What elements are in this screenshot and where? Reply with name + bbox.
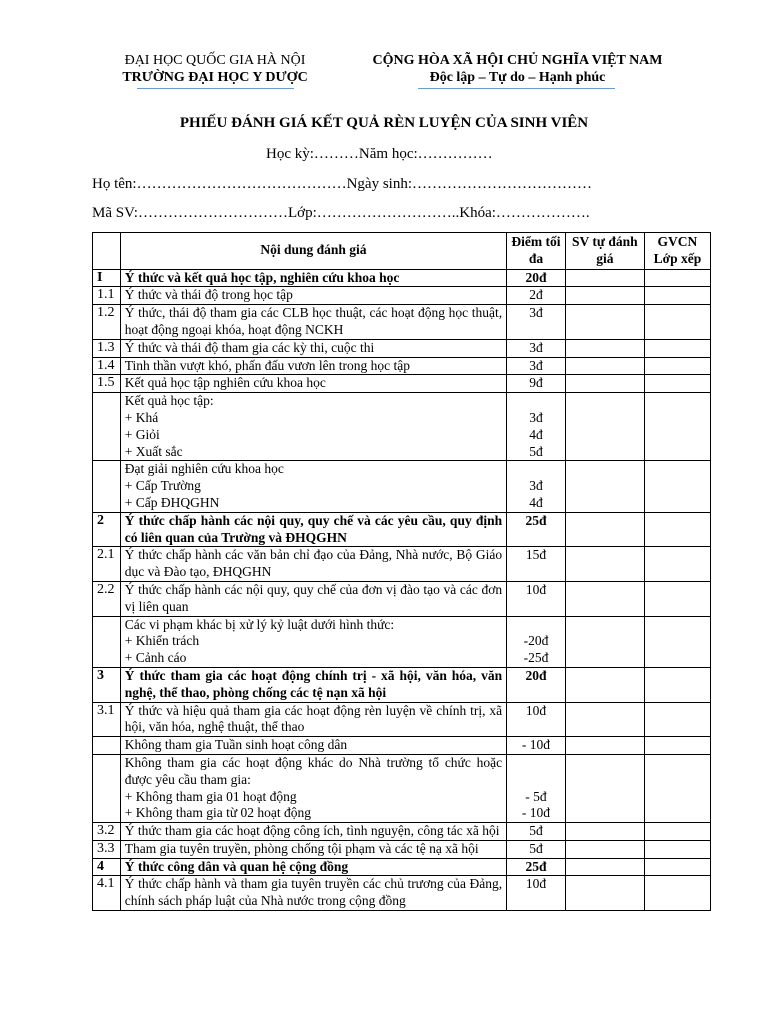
item-max-score: 20đ — [507, 269, 566, 287]
item-max-score: 5đ — [507, 823, 566, 841]
advisor-score-cell[interactable] — [644, 305, 710, 340]
item-content: Không tham gia Tuần sinh hoạt công dân — [120, 737, 506, 755]
item-content: Ý thức chấp hành các nội quy, quy chế và các yêu cầu, quy định có liên quan của Trường và ĐHQGHN — [120, 512, 506, 547]
item-content: Kết quả học tập nghiên cứu khoa học — [120, 375, 506, 393]
self-score-cell[interactable] — [565, 269, 644, 287]
university-header — [95, 52, 335, 86]
advisor-score-cell[interactable] — [644, 754, 710, 822]
advisor-score-cell[interactable] — [644, 823, 710, 841]
name-dob-field[interactable]: Họ tên:……………………………………Ngày sinh:……………………………… — [92, 176, 592, 192]
item-number: 3.3 — [93, 840, 121, 858]
item-content: Ý thức và thái độ trong học tập — [120, 287, 506, 305]
advisor-score-cell[interactable] — [644, 357, 710, 375]
item-number: 1.2 — [93, 305, 121, 340]
item-content: Đạt giải nghiên cứu khoa học + Cấp Trường + Cấp ĐHQGHN — [120, 461, 506, 512]
item-content: Ý thức và thái độ tham gia các kỳ thi, cuộc thi — [120, 339, 506, 357]
advisor-score-cell[interactable] — [644, 461, 710, 512]
table-row — [93, 461, 711, 512]
motto-underline — [418, 88, 615, 89]
item-content: Không tham gia các hoạt động khác do Nhà trường tổ chức hoặc được yêu cầu tham gia: + Không tham gia 01 hoạt động + Không tham gia từ 02 hoạt động — [120, 754, 506, 822]
header-advisor-score: GVCN Lớp xếp — [644, 233, 710, 270]
self-score-cell[interactable] — [565, 287, 644, 305]
item-max-score: 10đ — [507, 581, 566, 616]
item-number — [93, 393, 121, 461]
self-score-cell[interactable] — [565, 512, 644, 547]
header-max-score: Điểm tối đa — [507, 233, 566, 270]
self-score-cell[interactable] — [565, 823, 644, 841]
item-content: Ý thức và hiệu quả tham gia các hoạt động rèn luyện về chính trị, xã hội, văn hóa, nghệ thuật, thể thao — [120, 702, 506, 737]
advisor-score-cell[interactable] — [644, 547, 710, 582]
self-score-cell[interactable] — [565, 667, 644, 702]
advisor-score-cell[interactable] — [644, 737, 710, 755]
advisor-score-cell[interactable] — [644, 393, 710, 461]
item-max-score: 9đ — [507, 375, 566, 393]
self-score-cell[interactable] — [565, 339, 644, 357]
item-max-score: -20đ -25đ — [507, 616, 566, 667]
table-row — [93, 702, 711, 737]
self-score-cell[interactable] — [565, 616, 644, 667]
item-content: Kết quả học tập: + Khá + Giỏi + Xuất sắc — [120, 393, 506, 461]
self-score-cell[interactable] — [565, 754, 644, 822]
item-number: 1.1 — [93, 287, 121, 305]
item-content: Ý thức tham gia các hoạt động chính trị - xã hội, văn hóa, văn nghệ, thể thao, phòng chống các tệ nạn xã hội — [120, 667, 506, 702]
table-row — [93, 357, 711, 375]
student-id-class-field[interactable]: Mã SV:…………………………Lớp:………………………..Khóa:………………. — [92, 205, 590, 221]
national-header — [345, 52, 690, 86]
item-content: Tinh thần vượt khó, phấn đấu vươn lên trong học tập — [120, 357, 506, 375]
advisor-score-cell[interactable] — [644, 287, 710, 305]
item-content: Các vi phạm khác bị xử lý kỷ luật dưới hình thức: + Khiển trách + Cảnh cáo — [120, 616, 506, 667]
table-row — [93, 375, 711, 393]
table-row — [93, 737, 711, 755]
advisor-score-cell[interactable] — [644, 269, 710, 287]
self-score-cell[interactable] — [565, 375, 644, 393]
header-no — [93, 233, 121, 270]
item-max-score: 25đ — [507, 512, 566, 547]
item-content: Ý thức, thái độ tham gia các CLB học thuật, các hoạt động học thuật, hoạt động ngoại khóa, hoạt động NCKH — [120, 305, 506, 340]
table-row — [93, 512, 711, 547]
self-score-cell[interactable] — [565, 876, 644, 911]
school-underline — [137, 88, 294, 89]
table-row — [93, 754, 711, 822]
self-score-cell[interactable] — [565, 547, 644, 582]
item-number: 4.1 — [93, 876, 121, 911]
item-number: 3 — [93, 667, 121, 702]
item-max-score: 10đ — [507, 702, 566, 737]
form-title: PHIẾU ĐÁNH GIÁ KẾT QUẢ RÈN LUYỆN CỦA SINH VIÊN — [179, 115, 589, 131]
advisor-score-cell[interactable] — [644, 667, 710, 702]
self-score-cell[interactable] — [565, 461, 644, 512]
item-content: Ý thức chấp hành và tham gia tuyên truyền các chủ trương của Đảng, chính sách pháp luật của Nhà nước trong cộng đồng — [120, 876, 506, 911]
table-row — [93, 667, 711, 702]
item-content: Ý thức công dân và quan hệ cộng đồng — [120, 858, 506, 876]
item-max-score: 3đ — [507, 357, 566, 375]
item-number: 3.1 — [93, 702, 121, 737]
item-max-score: 3đ 4đ 5đ — [507, 393, 566, 461]
item-content: Ý thức và kết quả học tập, nghiên cứu khoa học — [120, 269, 506, 287]
item-number — [93, 461, 121, 512]
advisor-score-cell[interactable] — [644, 339, 710, 357]
item-max-score: 15đ — [507, 547, 566, 582]
table-row — [93, 823, 711, 841]
table-row — [93, 393, 711, 461]
advisor-score-cell[interactable] — [644, 858, 710, 876]
self-score-cell[interactable] — [565, 858, 644, 876]
item-max-score: - 10đ — [507, 737, 566, 755]
self-score-cell[interactable] — [565, 357, 644, 375]
item-number: 2.2 — [93, 581, 121, 616]
item-max-score: 25đ — [507, 858, 566, 876]
advisor-score-cell[interactable] — [644, 876, 710, 911]
table-row — [93, 269, 711, 287]
item-number — [93, 616, 121, 667]
university-name: ĐẠI HỌC QUỐC GIA HÀ NỘI — [124, 53, 306, 68]
country-name: CỘNG HÒA XÃ HỘI CHỦ NGHĨA VIỆT NAM — [372, 53, 663, 68]
item-max-score: 5đ — [507, 840, 566, 858]
item-content: Tham gia tuyên truyền, phòng chống tội phạm và các tệ nạ xã hội — [120, 840, 506, 858]
header-content: Nội dung đánh giá — [120, 233, 506, 270]
semester-field[interactable]: Học kỳ:………Năm học:…………… — [266, 146, 493, 162]
table-row — [93, 339, 711, 357]
table-row — [93, 876, 711, 911]
table-row — [93, 287, 711, 305]
advisor-score-cell[interactable] — [644, 512, 710, 547]
header-self-score: SV tự đánh giá — [565, 233, 644, 270]
self-score-cell[interactable] — [565, 581, 644, 616]
table-row — [93, 581, 711, 616]
item-content: Ý thức tham gia các hoạt động công ích, tình nguyện, công tác xã hội — [120, 823, 506, 841]
item-number — [93, 737, 121, 755]
item-content: Ý thức chấp hành các nội quy, quy chế của đơn vị đào tạo và các đơn vị liên quan — [120, 581, 506, 616]
item-number: 1.3 — [93, 339, 121, 357]
national-motto: Độc lập – Tự do – Hạnh phúc — [429, 70, 606, 85]
advisor-score-cell[interactable] — [644, 702, 710, 737]
advisor-score-cell[interactable] — [644, 581, 710, 616]
advisor-score-cell[interactable] — [644, 840, 710, 858]
advisor-score-cell[interactable] — [644, 375, 710, 393]
item-max-score: 2đ — [507, 287, 566, 305]
item-max-score: 3đ — [507, 305, 566, 340]
table-header-row — [93, 233, 711, 270]
table-row — [93, 858, 711, 876]
item-number: 3.2 — [93, 823, 121, 841]
item-number: 2 — [93, 512, 121, 547]
table-row — [93, 616, 711, 667]
table-row — [93, 547, 711, 582]
table-row — [93, 840, 711, 858]
self-score-cell[interactable] — [565, 737, 644, 755]
item-max-score: 20đ — [507, 667, 566, 702]
item-max-score: 3đ 4đ — [507, 461, 566, 512]
self-score-cell[interactable] — [565, 840, 644, 858]
advisor-score-cell[interactable] — [644, 616, 710, 667]
item-max-score: 10đ — [507, 876, 566, 911]
item-number: 1.5 — [93, 375, 121, 393]
item-number: 1.4 — [93, 357, 121, 375]
self-score-cell[interactable] — [565, 393, 644, 461]
item-content: Ý thức chấp hành các văn bản chỉ đạo của Đảng, Nhà nước, Bộ Giáo dục và Đào tạo, ĐHQGHN — [120, 547, 506, 582]
item-number: 4 — [93, 858, 121, 876]
item-number: 2.1 — [93, 547, 121, 582]
item-number — [93, 754, 121, 822]
school-name: TRƯỜNG ĐẠI HỌC Y DƯỢC — [122, 70, 308, 85]
evaluation-table — [92, 232, 711, 911]
item-max-score: - 5đ - 10đ — [507, 754, 566, 822]
table-row — [93, 305, 711, 340]
item-max-score: 3đ — [507, 339, 566, 357]
item-number: I — [93, 269, 121, 287]
self-score-cell[interactable] — [565, 702, 644, 737]
self-score-cell[interactable] — [565, 305, 644, 340]
